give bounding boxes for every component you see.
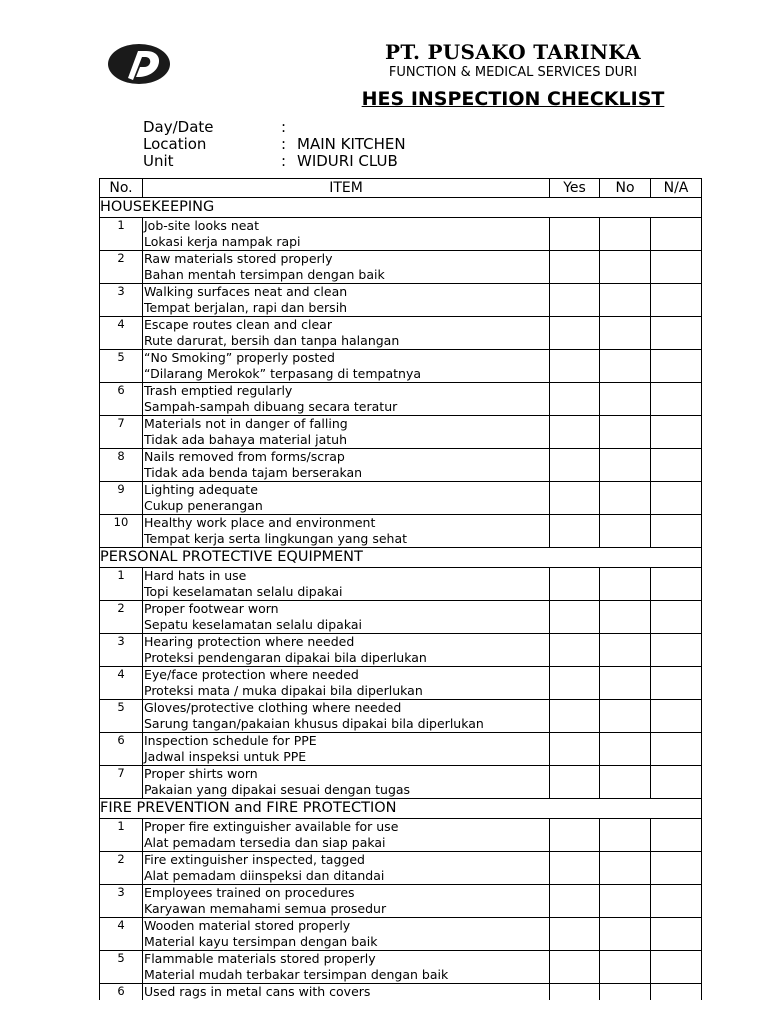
item-text-indonesian: “Dilarang Merokok” terpasang di tempatnya (144, 366, 422, 381)
item-text-indonesian: Tidak ada benda tajam berserakan (144, 465, 363, 480)
item-text-indonesian: Tidak ada bahaya material jatuh (144, 432, 347, 447)
na-cell[interactable] (651, 284, 702, 317)
no-cell[interactable] (600, 885, 651, 918)
yes-cell[interactable] (550, 284, 600, 317)
info-unit-row (143, 153, 398, 170)
item-text (143, 416, 550, 449)
item-text (143, 350, 550, 383)
no-cell[interactable] (600, 383, 651, 416)
item-text-english: Wooden material stored properly (144, 918, 351, 933)
item-text-english: Lighting adequate (144, 482, 258, 497)
checklist-row (100, 317, 702, 350)
yes-cell[interactable] (550, 416, 600, 449)
section-row (100, 799, 702, 819)
yes-cell[interactable] (550, 819, 600, 852)
na-cell[interactable] (651, 634, 702, 667)
yes-cell[interactable] (550, 601, 600, 634)
yes-cell[interactable] (550, 317, 600, 350)
yes-cell[interactable] (550, 984, 600, 1001)
checklist-row (100, 515, 702, 548)
checklist-body (100, 198, 702, 1001)
item-text (143, 634, 550, 667)
na-cell[interactable] (651, 482, 702, 515)
item-text-english: Healthy work place and environment (144, 515, 376, 530)
section-row (100, 548, 702, 568)
na-cell[interactable] (651, 317, 702, 350)
column-header-na: N/A (651, 179, 702, 198)
checklist-row (100, 951, 702, 984)
checklist-row (100, 568, 702, 601)
no-cell[interactable] (600, 350, 651, 383)
document-title: HES INSPECTION CHECKLIST (361, 88, 665, 110)
checklist-row (100, 449, 702, 482)
na-cell[interactable] (651, 350, 702, 383)
no-cell[interactable] (600, 634, 651, 667)
unit-separator: : (281, 152, 287, 170)
yes-cell[interactable] (550, 515, 600, 548)
no-cell[interactable] (600, 918, 651, 951)
item-text (143, 317, 550, 350)
item-text-indonesian: Alat pemadam diinspeksi dan ditandai (144, 868, 385, 883)
item-text-english: Proper footwear worn (144, 601, 279, 616)
section-title: FIRE PREVENTION and FIRE PROTECTION (100, 799, 702, 819)
item-number: 7 (100, 766, 143, 799)
checklist-row (100, 251, 702, 284)
item-text-english: Hard hats in use (144, 568, 247, 583)
column-header-yes: Yes (550, 179, 600, 198)
yes-cell[interactable] (550, 918, 600, 951)
table-header-row (100, 179, 702, 198)
item-number: 2 (100, 852, 143, 885)
item-text (143, 218, 550, 251)
na-cell[interactable] (651, 601, 702, 634)
item-text-english: Materials not in danger of falling (144, 416, 348, 431)
item-text-indonesian: Jadwal inspeksi untuk PPE (144, 749, 307, 764)
section-title: PERSONAL PROTECTIVE EQUIPMENT (100, 548, 702, 568)
item-text-english: Nails removed from forms/scrap (144, 449, 345, 464)
division-name: FUNCTION & MEDICAL SERVICES DURI (388, 65, 638, 80)
item-number: 5 (100, 951, 143, 984)
na-cell[interactable] (651, 218, 702, 251)
item-text-indonesian: Cukup penerangan (144, 498, 263, 513)
item-text-english: Hearing protection where needed (144, 634, 355, 649)
item-text-indonesian: Proteksi mata / muka dipakai bila diperlukan (144, 683, 423, 698)
no-cell[interactable] (600, 449, 651, 482)
checklist-row (100, 482, 702, 515)
item-text-indonesian: Tempat kerja serta lingkungan yang sehat (144, 531, 408, 546)
item-text (143, 885, 550, 918)
item-text-english: Job-site looks neat (144, 218, 259, 233)
no-cell[interactable] (600, 601, 651, 634)
item-text-indonesian: Material kayu tersimpan dengan baik (144, 934, 378, 949)
item-number: 2 (100, 251, 143, 284)
no-cell[interactable] (600, 568, 651, 601)
na-cell[interactable] (651, 951, 702, 984)
item-number: 6 (100, 984, 143, 1001)
item-text (143, 819, 550, 852)
no-cell[interactable] (600, 482, 651, 515)
unit-value[interactable]: WIDURI CLUB (297, 152, 398, 170)
checklist-row (100, 852, 702, 885)
no-cell[interactable] (600, 317, 651, 350)
no-cell[interactable] (600, 700, 651, 733)
no-cell[interactable] (600, 766, 651, 799)
item-text (143, 383, 550, 416)
item-text-indonesian: Rute darurat, bersih dan tanpa halangan (144, 333, 400, 348)
item-text (143, 766, 550, 799)
yes-cell[interactable] (550, 449, 600, 482)
no-cell[interactable] (600, 667, 651, 700)
checklist-row (100, 918, 702, 951)
info-day-row (143, 119, 297, 136)
item-number: 1 (100, 568, 143, 601)
location-label: Location (143, 135, 207, 153)
checklist-row (100, 601, 702, 634)
item-number: 1 (100, 819, 143, 852)
item-text-indonesian: Sarung tangan/pakaian khusus dipakai bila diperlukan (144, 716, 484, 731)
yes-cell[interactable] (550, 634, 600, 667)
no-cell[interactable] (600, 984, 651, 1001)
checklist-row (100, 634, 702, 667)
yes-cell[interactable] (550, 218, 600, 251)
no-cell[interactable] (600, 951, 651, 984)
checklist-row (100, 667, 702, 700)
checklist-row (100, 218, 702, 251)
location-separator: : (281, 135, 287, 153)
item-number: 9 (100, 482, 143, 515)
item-number: 6 (100, 733, 143, 766)
yes-cell[interactable] (550, 766, 600, 799)
item-text-english: Employees trained on procedures (144, 885, 355, 900)
yes-cell[interactable] (550, 852, 600, 885)
company-logo (106, 42, 172, 86)
item-number: 4 (100, 918, 143, 951)
item-text-english: Flammable materials stored properly (144, 951, 376, 966)
item-text-english: Proper shirts worn (144, 766, 258, 781)
na-cell[interactable] (651, 251, 702, 284)
item-text-english: Proper fire extinguisher available for use (144, 819, 399, 834)
item-text-english: “No Smoking” properly posted (144, 350, 335, 365)
day-date-separator: : (281, 118, 287, 136)
item-text (143, 251, 550, 284)
na-cell[interactable] (651, 667, 702, 700)
item-text-indonesian: Alat pemadam tersedia dan siap pakai (144, 835, 386, 850)
unit-label: Unit (143, 152, 174, 170)
item-number: 5 (100, 700, 143, 733)
item-text-indonesian: Tempat berjalan, rapi dan bersih (144, 300, 348, 315)
yes-cell[interactable] (550, 482, 600, 515)
item-text-english: Used rags in metal cans with covers (144, 984, 371, 999)
checklist-row (100, 284, 702, 317)
no-cell[interactable] (600, 733, 651, 766)
item-text-indonesian: Pakaian yang dipakai sesuai dengan tugas (144, 782, 411, 797)
no-cell[interactable] (600, 819, 651, 852)
item-number: 10 (100, 515, 143, 548)
item-text (143, 667, 550, 700)
item-text-english: Eye/face protection where needed (144, 667, 359, 682)
checklist-row (100, 733, 702, 766)
checklist-row (100, 819, 702, 852)
na-cell[interactable] (651, 733, 702, 766)
item-number: 3 (100, 885, 143, 918)
item-text (143, 733, 550, 766)
na-cell[interactable] (651, 766, 702, 799)
item-text-english: Gloves/protective clothing where needed (144, 700, 402, 715)
info-location-row (143, 136, 406, 153)
yes-cell[interactable] (550, 251, 600, 284)
item-text (143, 515, 550, 548)
checklist-table (99, 178, 702, 1000)
na-cell[interactable] (651, 700, 702, 733)
day-date-label: Day/Date (143, 118, 214, 136)
column-header-item: ITEM (143, 179, 550, 198)
item-number: 1 (100, 218, 143, 251)
item-number: 6 (100, 383, 143, 416)
item-text (143, 482, 550, 515)
item-text (143, 449, 550, 482)
na-cell[interactable] (651, 885, 702, 918)
checklist-row (100, 700, 702, 733)
yes-cell[interactable] (550, 885, 600, 918)
item-text (143, 284, 550, 317)
item-text-english: Escape routes clean and clear (144, 317, 332, 332)
item-text-indonesian: Topi keselamatan selalu dipakai (144, 584, 343, 599)
item-text (143, 852, 550, 885)
no-cell[interactable] (600, 852, 651, 885)
yes-cell[interactable] (550, 700, 600, 733)
item-text-indonesian: Lokasi kerja nampak rapi (144, 234, 301, 249)
section-title: HOUSEKEEPING (100, 198, 702, 218)
company-name: PT. PUSAKO TARINKA (385, 40, 641, 64)
item-text-english: Inspection schedule for PPE (144, 733, 317, 748)
item-text-indonesian: Sampah-sampah dibuang secara teratur (144, 399, 398, 414)
yes-cell[interactable] (550, 350, 600, 383)
no-cell[interactable] (600, 515, 651, 548)
na-cell[interactable] (651, 918, 702, 951)
column-header-no: No. (100, 179, 143, 198)
checklist-row (100, 984, 702, 1001)
item-text (143, 984, 550, 1001)
na-cell[interactable] (651, 852, 702, 885)
na-cell[interactable] (651, 383, 702, 416)
checklist-row (100, 350, 702, 383)
checklist-row (100, 416, 702, 449)
column-header-no-answer: No (600, 179, 651, 198)
item-number: 8 (100, 449, 143, 482)
item-text (143, 568, 550, 601)
checklist-row (100, 766, 702, 799)
item-text-indonesian: Bahan mentah tersimpan dengan baik (144, 267, 385, 282)
na-cell[interactable] (651, 568, 702, 601)
na-cell[interactable] (651, 984, 702, 1001)
na-cell[interactable] (651, 416, 702, 449)
section-row (100, 198, 702, 218)
checklist-row (100, 383, 702, 416)
item-text-english: Fire extinguisher inspected, tagged (144, 852, 365, 867)
item-text-indonesian: Proteksi pendengaran dipakai bila diperlukan (144, 650, 427, 665)
yes-cell[interactable] (550, 568, 600, 601)
item-text (143, 601, 550, 634)
location-value[interactable]: MAIN KITCHEN (297, 135, 406, 153)
item-number: 3 (100, 634, 143, 667)
checklist-row (100, 885, 702, 918)
item-text-english: Trash emptied regularly (144, 383, 293, 398)
yes-cell[interactable] (550, 733, 600, 766)
item-text-english: Walking surfaces neat and clean (144, 284, 348, 299)
item-text (143, 951, 550, 984)
item-number: 5 (100, 350, 143, 383)
no-cell[interactable] (600, 284, 651, 317)
item-text-indonesian: Sepatu keselamatan selalu dipakai (144, 617, 362, 632)
yes-cell[interactable] (550, 951, 600, 984)
item-text-english: Raw materials stored properly (144, 251, 333, 266)
yes-cell[interactable] (550, 667, 600, 700)
na-cell[interactable] (651, 449, 702, 482)
item-number: 7 (100, 416, 143, 449)
na-cell[interactable] (651, 819, 702, 852)
item-text-indonesian: Karyawan memahami semua prosedur (144, 901, 387, 916)
yes-cell[interactable] (550, 383, 600, 416)
item-number: 4 (100, 667, 143, 700)
no-cell[interactable] (600, 251, 651, 284)
item-text (143, 918, 550, 951)
no-cell[interactable] (600, 416, 651, 449)
na-cell[interactable] (651, 515, 702, 548)
item-text (143, 700, 550, 733)
item-number: 3 (100, 284, 143, 317)
no-cell[interactable] (600, 218, 651, 251)
item-number: 2 (100, 601, 143, 634)
item-number: 4 (100, 317, 143, 350)
item-text-indonesian: Material mudah terbakar tersimpan dengan baik (144, 967, 449, 982)
